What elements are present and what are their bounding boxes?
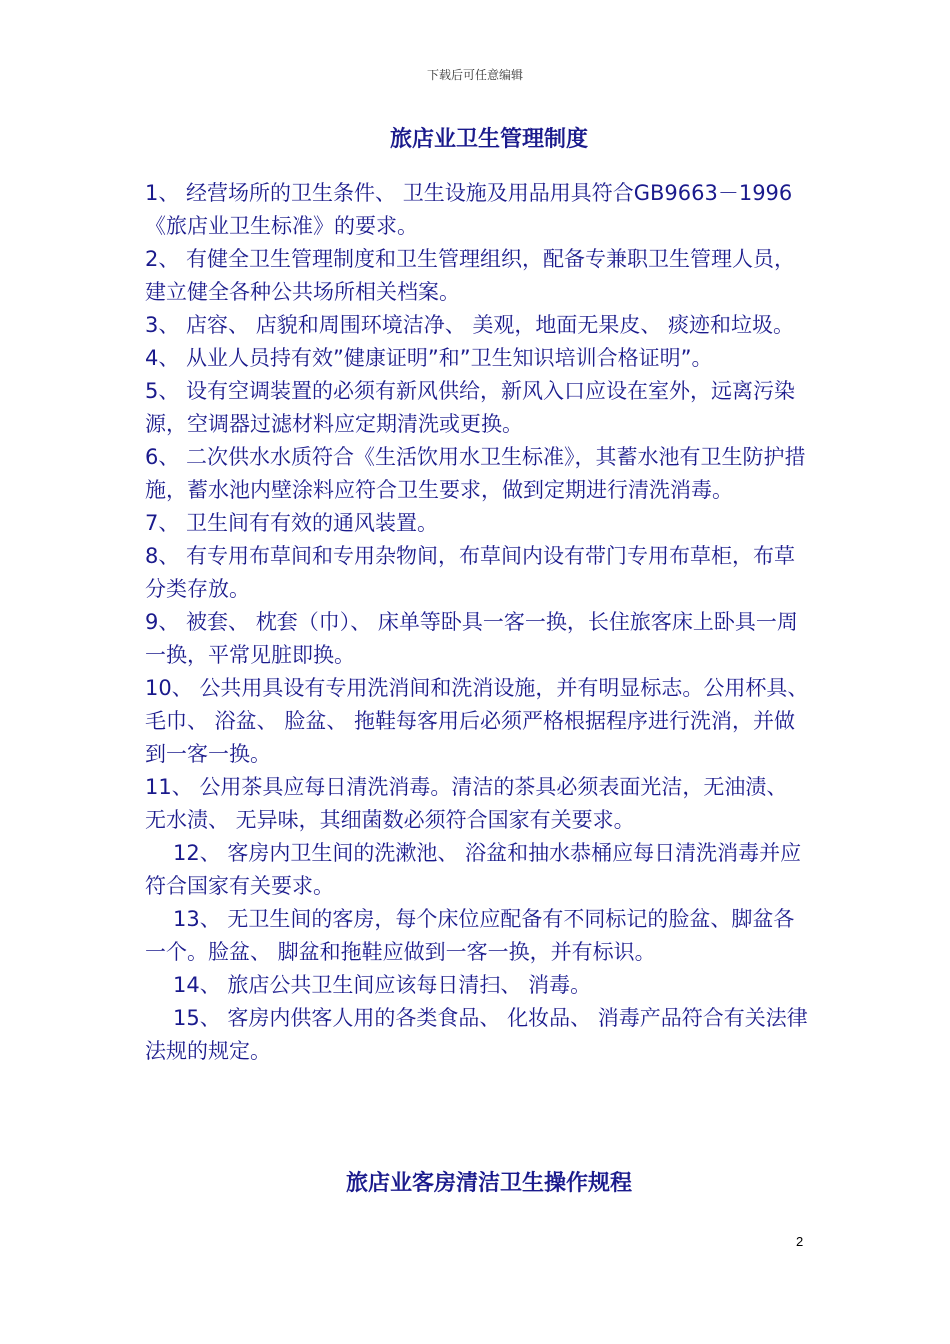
paragraph-3: 3、 店容、 店貌和周围环境洁净、 美观，地面无果皮、 痰迹和垃圾。 <box>145 313 795 337</box>
document-body <box>145 177 815 1068</box>
document-title: 旅店业卫生管理制度 <box>389 127 588 152</box>
paragraph-8: 8、 有专用布草间和专用杂物间，布草间内设有带门专用布草柜，布草分类存放。 <box>145 544 796 601</box>
paragraph-9: 9、 被套、 枕套（巾）、 床单等卧具一客一换，长住旅客床上卧具一周一换，平常见脏即换。 <box>145 610 798 667</box>
page-number: 2 <box>796 1234 804 1249</box>
paragraph-10: 10、 公共用具设有专用洗消间和洗消设施，并有明显标志。公用杯具、 毛巾、 浴盆、 脸盆、 拖鞋每客用后必须严格根据程序进行洗消，并做到一客一换。 <box>145 676 809 766</box>
paragraph-6: 6、 二次供水水质符合《生活饮用水卫生标准》，其蓄水池有卫生防护措施，蓄水池内壁涂料应符合卫生要求，做到定期进行清洗消毒。 <box>145 445 806 502</box>
paragraph-1: 1、 经营场所的卫生条件、 卫生设施及用品用具符合GB9663－1996《旅店业卫生标准》的要求。 <box>145 181 793 238</box>
page-header: 下载后可任意编辑 <box>426 68 523 82</box>
paragraph-2: 2、 有健全卫生管理制度和卫生管理组织，配备专兼职卫生管理人员，建立健全各种公共场所相关档案。 <box>145 247 796 304</box>
paragraph-13: 13、 无卫生间的客房，每个床位应配备有不同标记的脸盆、脚盆各一个。脸盆、 脚盆和拖鞋应做到一客一换，并有标识。 <box>145 907 795 964</box>
paragraph-11: 11、 公用茶具应每日清洗消毒。清洁的茶具必须表面光洁，无油渍、 无水渍、 无异味，其细菌数必须符合国家有关要求。 <box>145 775 788 832</box>
paragraph-12: 12、 客房内卫生间的洗漱池、 浴盆和抽水恭桶应每日清洗消毒并应符合国家有关要求。 <box>145 841 802 898</box>
paragraph-14: 14、 旅店公共卫生间应该每日清扫、 消毒。 <box>173 973 592 997</box>
paragraph-15: 15、 客房内供客人用的各类食品、 化妆品、 消毒产品符合有关法律法规的规定。 <box>145 1006 808 1063</box>
paragraph-7: 7、 卫生间有有效的通风装置。 <box>145 511 439 535</box>
paragraph-4: 4、 从业人员持有效”健康证明”和”卫生知识培训合格证明”。 <box>145 346 713 370</box>
paragraph-5: 5、 设有空调装置的必须有新风供给，新风入口应设在室外，远离污染源，空调器过滤材料应定期清洗或更换。 <box>145 379 796 436</box>
section-title: 旅店业客房清洁卫生操作规程 <box>345 1171 632 1196</box>
